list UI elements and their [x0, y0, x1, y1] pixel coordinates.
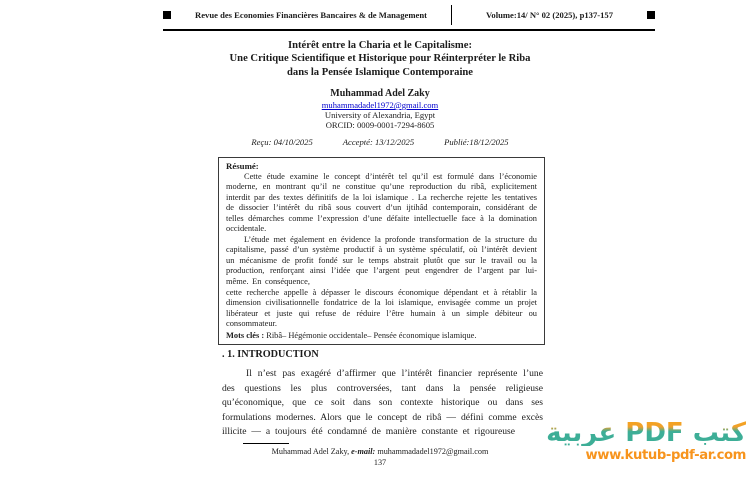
- volume-info: Volume:14/ N° 02 (2025), p137-157: [485, 10, 613, 20]
- author-affiliation: University of Alexandria, Egypt: [324, 110, 436, 120]
- dates-row: [165, 137, 595, 147]
- introduction-heading: . 1. INTRODUCTION: [222, 349, 319, 360]
- keywords-label: Mots clés :: [226, 330, 265, 340]
- article-title-line2: Une Critique Scientifique et Historique pour Réinterpréter le Riba: [229, 53, 531, 65]
- author-email-link[interactable]: muhammadadel1972@gmail.com: [321, 100, 439, 110]
- watermark-url: www.kutub-pdf-ar.com: [585, 447, 746, 463]
- keywords-text: Ribâ– Hégémonie occidentale– Pensée économique islamique.: [264, 330, 477, 340]
- date-published: Publié:18/12/2025: [444, 137, 509, 147]
- footer-email-label: e-mail:: [351, 447, 376, 456]
- journal-name: Revue des Economies Financières Bancaires & de Management: [195, 10, 427, 20]
- watermark-logo-text: كتب PDF عربية: [546, 417, 746, 448]
- footer-author: Muhammad Adel Zaky,: [271, 447, 352, 456]
- introduction-paragraph: Il n’est pas exagéré d’affirmer que l’intérêt financier représente l’une des questions les plus controversées, tant dans la pensée religieuse qu’économique, que ce soit dans son contexte historique ou dans ses formulations modernes. Alors que le concept de ribâ — défini comme excès illicite — a toujours été condamné de manière constante et rigoureuse: [222, 368, 543, 438]
- date-accepted: Accepté: 13/12/2025: [342, 137, 415, 147]
- article-title-line1: Intérêt entre la Charia et le Capitalisme:: [288, 40, 472, 51]
- abstract-box: [218, 157, 545, 345]
- author-orcid: ORCID: 0009-0001-7294-8605: [325, 120, 435, 130]
- abstract-paragraph-3: cette recherche appelle à dépasser le discours économique dépendant et à rétablir la dimension civilisationnelle fondatrice de la loi islamique, envisagée comme un projet libérateur et juste qui refuse de réduire l’être humain à un simple débiteur ou consommateur.: [226, 287, 537, 329]
- abstract-paragraph-2: L’étude met également en évidence la profonde transformation de la structure du capitalisme, passé d’un système productif à un système spéculatif, où l’intérêt devient un mécanisme de profit fondé sur le temps abstrait plutôt que sur le travail ou la production, renforçant ainsi l’idée que l’argent peut engendrer de l’argent par lui- même. En conséquence,: [226, 234, 537, 287]
- article-title-line3: dans la Pensée Islamique Contemporaine: [287, 66, 473, 78]
- journal-header: [163, 5, 655, 31]
- keywords-line: [226, 331, 537, 342]
- footnote-rule: [243, 443, 289, 444]
- author-block: [105, 88, 655, 130]
- footer-email-value: muhammadadel1972@gmail.com: [375, 447, 489, 456]
- watermark: [546, 417, 746, 463]
- date-received: Reçu: 04/10/2025: [251, 137, 313, 147]
- article-title: [105, 39, 655, 79]
- header-right-square-icon: [647, 11, 655, 19]
- page-number: 137: [373, 458, 387, 467]
- author-name: Muhammad Adel Zaky: [330, 88, 430, 99]
- abstract-paragraph-1: Cette étude examine le concept d’intérêt tel qu’il est formulé dans l’économie moderne, en montrant qu’il ne constitue qu’une reproduction du ribâ, explicitement interdit par des textes définitifs de la loi islamique . La recherche rejette les tentatives de dissocier l’intérêt du ribâ sous couvert d’un ijtihâd contemporain, considérant de telles démarches comme l’expression d’une défaite intellectuelle face à la domination occidentale.: [226, 171, 537, 234]
- header-left-square-icon: [163, 11, 171, 19]
- abstract-label: Résumé:: [226, 161, 259, 171]
